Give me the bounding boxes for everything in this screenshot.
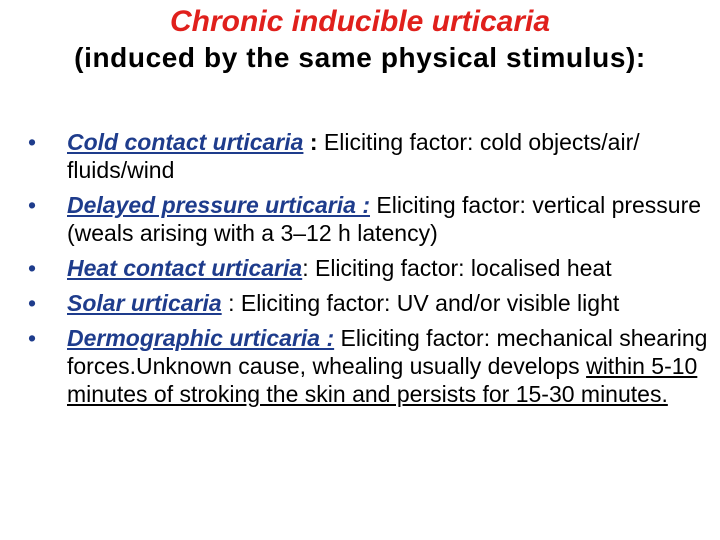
bullet-solar: [28, 289, 708, 317]
bullet-marker: •: [28, 192, 37, 218]
term-delayed-pressure: Delayed pressure urticaria :: [67, 192, 370, 218]
bullet-marker: •: [28, 290, 37, 316]
title-main: Chronic inducible urticaria: [169, 5, 551, 38]
term-cold-contact: Cold contact urticaria: [67, 129, 304, 155]
bullet-dermographic: [28, 324, 708, 408]
term-separator: :: [221, 290, 241, 316]
title-subtitle: (induced by the same physical stimulus):: [74, 42, 646, 73]
bullet-marker: •: [28, 129, 37, 155]
bullet-heat-contact: [28, 254, 708, 282]
term-separator: :: [302, 255, 309, 281]
bullet-delayed-pressure: [28, 191, 708, 247]
term-dermographic: Dermographic urticaria :: [67, 325, 335, 351]
term-separator: :: [303, 129, 324, 155]
term-heat-contact: Heat contact urticaria: [67, 255, 303, 281]
slide-title: [0, 4, 720, 76]
bullet-text-underlined: within 5-10 minutes of stroking the skin and persists for 15-30 minutes.: [67, 353, 698, 407]
term-solar: Solar urticaria: [67, 290, 222, 316]
bullet-list: [28, 128, 708, 415]
bullet-text: Eliciting factor: localised heat: [308, 255, 612, 281]
bullet-text: Eliciting factor: vertical pressure (weals arising with a 3–12 h latency): [67, 192, 702, 246]
bullet-marker: •: [28, 255, 37, 281]
bullet-marker: •: [28, 325, 37, 351]
bullet-cold-contact: [28, 128, 708, 184]
bullet-text: Eliciting factor: mechanical shearing forces.Unknown cause, whealing usually develops: [67, 325, 708, 379]
bullet-text: Eliciting factor: UV and/or visible light: [240, 290, 620, 316]
bullet-text: Eliciting factor: cold objects/air/ fluids/wind: [67, 129, 640, 183]
